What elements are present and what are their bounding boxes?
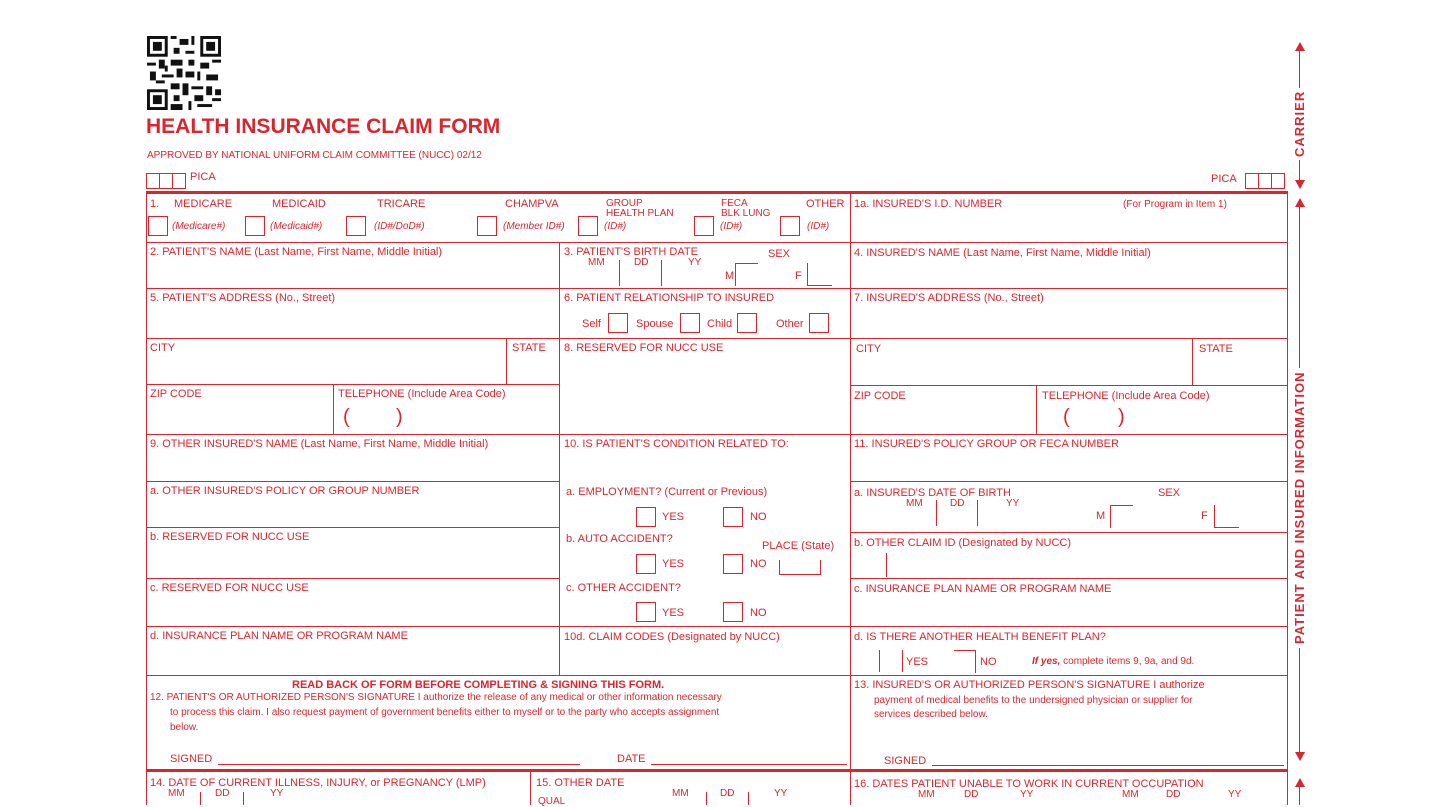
pica-box-right-3[interactable] [1271,173,1285,189]
other-label: OTHER [806,198,845,210]
box10a-yes: YES [662,511,685,523]
medicare-sub: (Medicare#) [172,221,226,232]
box11a-mm: MM [906,498,923,509]
box6-spouse-checkbox[interactable] [680,313,700,333]
box16-mm: MM [918,789,935,800]
box15-dd: DD [720,788,735,799]
box12-date-line[interactable] [651,764,847,765]
top-rule [146,191,1288,194]
box6-label: 6. PATIENT RELATIONSHIP TO INSURED [564,292,775,304]
box14-label: 14. DATE OF CURRENT ILLNESS, INJURY, or PREGNANCY (LMP) [150,777,486,789]
divider-center [850,191,851,805]
box5-tel: TELEPHONE (Include Area Code) [338,388,506,400]
box5-area-code-close: ) [396,406,403,428]
box7-area-code-close: ) [1118,406,1125,428]
tricare-label: TRICARE [377,198,426,210]
patient-address-field[interactable] [148,306,556,336]
box7-label: 7. INSURED'S ADDRESS (No., Street) [854,292,1044,304]
box11d-ifyes-bold: If yes, [1032,656,1061,667]
divider-state-right [1192,338,1193,385]
box11c-label: c. INSURANCE PLAN NAME OR PROGRAM NAME [854,583,1112,595]
rule-zip-left [146,384,560,385]
box1-number: 1. [150,198,160,210]
carrier-arrow-down-icon [1295,180,1305,189]
box9c-label: c. RESERVED FOR NUCC USE [150,582,309,594]
qr-code [147,36,221,110]
box11b-label: b. OTHER CLAIM ID (Designated by NUCC) [854,537,1071,549]
box10-label: 10. IS PATIENT'S CONDITION RELATED TO: [564,438,789,450]
pica-box-right-1[interactable] [1245,173,1259,189]
frame-left [146,191,147,805]
box6-self: Self [582,318,601,330]
box11d-no: NO [980,656,997,668]
box14-date-sep-2 [243,792,244,805]
pica-box-left-1[interactable] [146,173,160,189]
medicare-label: MEDICARE [174,198,233,210]
patient-arrow-up-icon [1295,198,1305,207]
box16-dd: DD [964,789,979,800]
box3-sex: SEX [768,248,791,260]
box15-yy: YY [774,788,788,799]
box13-line2: payment of medical benefits to the undersigned physician or supplier for [874,695,1193,706]
box10c-yes: YES [662,607,685,619]
champva-sub: (Member ID#) [503,221,565,232]
box12-line3: below. [170,722,199,733]
box11d-ifyes-rest: complete items 9, 9a, and 9d. [1060,656,1195,667]
insured-address-field[interactable] [852,306,1284,336]
box5-area-code-open: ( [343,406,350,428]
box15-qual: QUAL [538,796,566,807]
medicare-checkbox[interactable] [148,216,168,236]
rule-row11c [850,578,1288,579]
box10a-no: NO [750,511,767,523]
divider-tel-left [333,384,334,434]
box16-mm-to: MM [1122,789,1139,800]
champva-label: CHAMPVA [505,198,559,210]
rule-row11a [850,481,1288,482]
feca-label: FECA [721,198,748,209]
box12-date: DATE [617,753,646,765]
box10b-place: PLACE (State) [762,540,835,552]
box15-date-sep-2 [748,792,749,805]
box7-state: STATE [1199,343,1233,355]
box16-dd-to: DD [1166,789,1181,800]
box6-spouse: Spouse [636,318,674,330]
box11-label: 11. INSURED'S POLICY GROUP OR FECA NUMBER [854,438,1119,450]
carrier-side-label: CARRIER [1292,88,1307,160]
feca-checkbox[interactable] [694,216,714,236]
box11a-f: F [1201,510,1208,522]
box9d-label: d. INSURANCE PLAN NAME OR PROGRAM NAME [150,630,408,642]
group-label: GROUP [606,198,643,209]
pica-label-left: PICA [190,171,216,183]
box13-signed: SIGNED [884,755,927,767]
box14-date-sep-1 [200,792,201,805]
box11a-dd: DD [950,498,965,509]
group-checkbox[interactable] [578,216,598,236]
box11d-ifyes [1032,656,1194,668]
box14-dd: DD [215,788,230,799]
rule-zip-right [850,385,1288,386]
patient-arrow-down-icon [1295,752,1305,761]
box10a-no-checkbox[interactable] [723,507,743,527]
tricare-checkbox[interactable] [346,216,366,236]
box11a-label: a. INSURED'S DATE OF BIRTH [854,487,1011,499]
insured-name-field[interactable] [852,262,1284,286]
pica-box-right-2[interactable] [1258,173,1272,189]
other-sub: (ID#) [807,221,830,232]
box11b-tick [886,553,887,577]
pica-label-right: PICA [1211,173,1237,185]
feca-sub: (ID#) [720,221,743,232]
box3-date-sep-1 [619,260,620,286]
box10c-no: NO [750,607,767,619]
box7-tel: TELEPHONE (Include Area Code) [1042,390,1210,402]
box13-line1: 13. INSURED'S OR AUTHORIZED PERSON'S SIGNATURE I authorize [854,679,1205,691]
rule-row2 [146,288,1288,289]
box5-zip: ZIP CODE [150,388,202,400]
box13-line3: services described below. [874,709,988,720]
box15-label: 15. OTHER DATE [536,777,625,789]
box16-label: 16. DATES PATIENT UNABLE TO WORK IN CURRENT OCCUPATION [854,778,1204,790]
next-arrow-line [1299,784,1300,805]
box10b-label: b. AUTO ACCIDENT? [566,533,673,545]
rule-row9 [146,434,1288,435]
patient-name-field[interactable] [148,260,556,286]
rule-row9b-left [146,527,560,528]
box11a-date-sep-1 [936,500,937,526]
medicaid-sub: (Medicaid#) [270,221,323,232]
box11d-no-checkbox[interactable] [954,650,976,673]
box12-signature-line[interactable] [218,764,580,765]
box16-yy: YY [1020,789,1034,800]
rule-row1 [146,242,1288,243]
box10b-no-checkbox[interactable] [723,554,743,574]
box11a-sex: SEX [1158,487,1181,499]
box15-date-sep-1 [706,792,707,805]
box11a-date-sep-2 [977,500,978,526]
carrier-arrow-up-icon [1295,42,1305,51]
box7-area-code-open: ( [1063,406,1070,428]
medicaid-checkbox[interactable] [245,216,265,236]
box10b-no: NO [750,558,767,570]
box7-city: CITY [856,343,882,355]
box3-date-sep-2 [661,260,662,286]
pica-box-left-2[interactable] [159,173,173,189]
divider-box15 [530,771,531,805]
box11d-yes: YES [906,656,929,668]
box11a-m-checkbox[interactable] [1110,505,1133,528]
box10d-label: 10d. CLAIM CODES (Designated by NUCC) [564,631,780,643]
feca-label-2: BLK LUNG [721,208,771,219]
box11a-f-checkbox[interactable] [1214,505,1239,528]
box13-signature-line[interactable] [932,765,1284,766]
rule-city-left [146,338,560,339]
box3-m: M [725,270,735,282]
box10c-label: c. OTHER ACCIDENT? [566,582,681,594]
box3-label: 3. PATIENT'S BIRTH DATE [564,246,698,258]
box3-yy: YY [688,257,702,268]
box3-dd: DD [634,257,649,268]
box6-self-checkbox[interactable] [608,313,628,333]
divider-tel-right [1036,385,1037,434]
box5-label: 5. PATIENT'S ADDRESS (No., Street) [150,292,336,304]
champva-checkbox[interactable] [477,216,497,236]
box3-f: F [795,270,802,282]
rule-row9c-left [146,578,560,579]
box6-child-checkbox[interactable] [737,313,757,333]
box12-signed: SIGNED [170,753,213,765]
medicaid-label: MEDICAID [272,198,326,210]
box3-f-checkbox[interactable] [807,263,832,286]
divider-state-left [506,338,507,384]
box6-other-checkbox[interactable] [809,313,829,333]
insured-id-field[interactable] [852,214,1284,240]
box5-city: CITY [150,342,176,354]
box10c-no-checkbox[interactable] [723,602,743,622]
section-bottom-rule [146,769,1288,772]
box11a-m: M [1096,510,1106,522]
box7-zip: ZIP CODE [854,390,906,402]
box10b-yes: YES [662,558,685,570]
box6-other: Other [776,318,804,330]
box12-line1: 12. PATIENT'S OR AUTHORIZED PERSON'S SIGNATURE I authorize the release of any medical or other information necessary [150,692,722,703]
box10c-yes-checkbox[interactable] [636,602,656,622]
box9a-label: a. OTHER INSURED'S POLICY OR GROUP NUMBER [150,485,420,497]
rule-row9a-left [146,481,560,482]
box8-label: 8. RESERVED FOR NUCC USE [564,342,724,354]
box1a-note: (For Program in Item 1) [1123,199,1227,210]
box3-mm: MM [588,257,605,268]
other-checkbox[interactable] [780,216,800,236]
box5-state: STATE [512,342,546,354]
group-sub: (ID#) [604,221,627,232]
rule-row9d [146,626,1288,627]
box4-label: 4. INSURED'S NAME (Last Name, First Name, Middle Initial) [854,247,1151,259]
rule-row12 [146,675,1288,676]
form-title: HEALTH INSURANCE CLAIM FORM [146,115,501,138]
box2-label: 2. PATIENT'S NAME (Last Name, First Name, Middle Initial) [150,246,443,258]
box14-mm: MM [168,788,185,799]
box12-line2: to process this claim. I also request payment of government benefits either to myself or to the party who accepts assignment [170,707,720,718]
box10a-yes-checkbox[interactable] [636,507,656,527]
pica-box-left-3[interactable] [172,173,186,189]
rule-city-right [850,338,1288,339]
box1a-label: 1a. INSURED'S I.D. NUMBER [854,198,1003,210]
box6-child: Child [707,318,733,330]
tricare-sub: (ID#/DoD#) [374,221,425,232]
patient-side-label: PATIENT AND INSURED INFORMATION [1292,368,1307,648]
rule-row3-mid [559,338,850,339]
box9-label: 9. OTHER INSURED'S NAME (Last Name, First Name, Middle Initial) [150,438,489,450]
box15-mm: MM [672,788,689,799]
box10a-label: a. EMPLOYMENT? (Current or Previous) [566,486,768,498]
box11d-yes-checkbox[interactable] [879,650,903,672]
box3-m-checkbox[interactable] [735,263,758,286]
divider-mid [559,242,560,676]
frame-right [1287,191,1288,805]
box11d-label: d. IS THERE ANOTHER HEALTH BENEFIT PLAN? [854,631,1106,643]
rule-row11b [850,532,1288,533]
box10b-place-field[interactable] [779,560,821,575]
box14-yy: YY [270,788,284,799]
read-back-notice: READ BACK OF FORM BEFORE COMPLETING & SIGNING THIS FORM. [292,679,665,691]
box11a-yy: YY [1006,498,1020,509]
box16-yy-to: YY [1228,789,1242,800]
approved-text: APPROVED BY NATIONAL UNIFORM CLAIM COMMITTEE (NUCC) 02/12 [147,150,482,161]
next-arrow-up-icon [1295,778,1305,787]
group-label-2: HEALTH PLAN [606,208,674,219]
box9b-label: b. RESERVED FOR NUCC USE [150,531,310,543]
box10b-yes-checkbox[interactable] [636,554,656,574]
